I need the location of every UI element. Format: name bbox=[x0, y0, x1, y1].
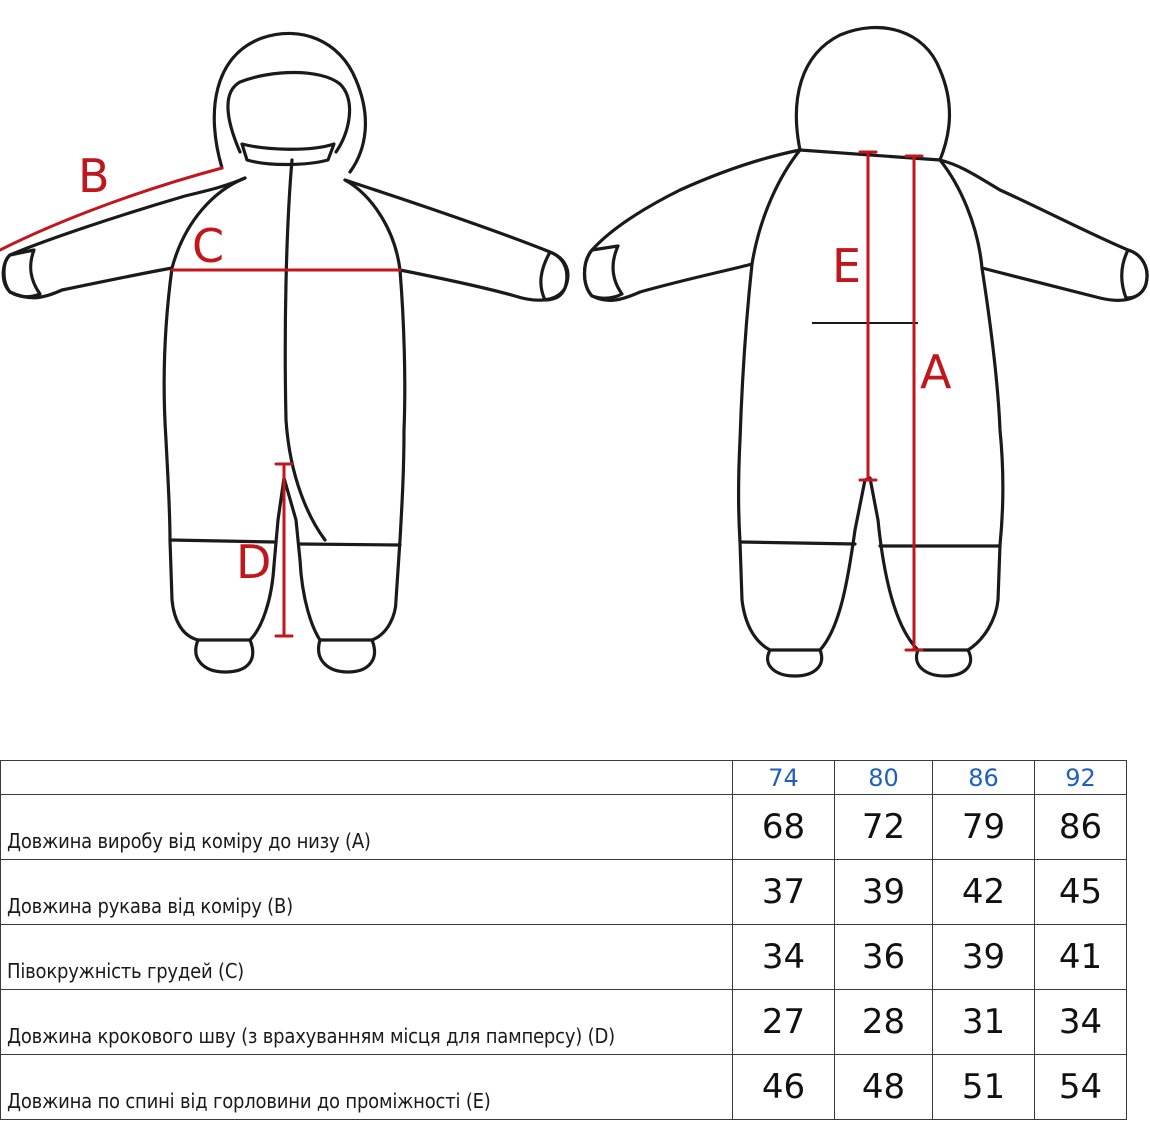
value-cell: 42 bbox=[933, 860, 1035, 925]
value-cell: 54 bbox=[1035, 1055, 1127, 1120]
label-a: A bbox=[920, 345, 952, 399]
value-cell: 34 bbox=[1035, 990, 1127, 1055]
table-row bbox=[1, 795, 1127, 860]
size-header: 74 bbox=[733, 761, 835, 795]
label-e: E bbox=[832, 239, 862, 293]
value-cell: 45 bbox=[1035, 860, 1127, 925]
back-leg-band bbox=[740, 542, 1000, 546]
front-right-cuff bbox=[541, 252, 568, 300]
value-cell: 68 bbox=[733, 795, 835, 860]
table-row bbox=[1, 990, 1127, 1055]
value-cell: 51 bbox=[933, 1055, 1035, 1120]
front-hood bbox=[214, 33, 365, 172]
table-row bbox=[1, 1055, 1127, 1120]
header-empty-cell bbox=[1, 761, 733, 795]
value-cell: 86 bbox=[1035, 795, 1127, 860]
label-b: B bbox=[78, 149, 110, 203]
front-view bbox=[0, 33, 568, 672]
front-left-foot bbox=[196, 640, 253, 672]
back-left-cuff bbox=[585, 246, 623, 298]
size-header: 92 bbox=[1035, 761, 1127, 795]
value-cell: 34 bbox=[733, 925, 835, 990]
back-raglan-left bbox=[752, 150, 800, 264]
value-cell: 31 bbox=[933, 990, 1035, 1055]
front-left-cuff bbox=[3, 250, 40, 297]
row-label: Довжина виробу від коміру до низу (A) bbox=[1, 795, 733, 860]
value-cell: 79 bbox=[933, 795, 1035, 860]
measure-line-d bbox=[276, 464, 292, 636]
value-cell: 39 bbox=[835, 860, 933, 925]
front-zipper bbox=[285, 160, 325, 540]
value-cell: 48 bbox=[835, 1055, 933, 1120]
front-raglan-right bbox=[345, 180, 400, 270]
front-hood-opening bbox=[228, 73, 350, 153]
value-cell: 72 bbox=[835, 795, 933, 860]
label-c: C bbox=[192, 219, 225, 273]
size-table bbox=[0, 760, 1127, 1120]
size-header: 80 bbox=[835, 761, 933, 795]
value-cell: 28 bbox=[835, 990, 933, 1055]
back-view bbox=[585, 28, 1148, 676]
table-row bbox=[1, 925, 1127, 990]
back-left-foot bbox=[768, 650, 822, 676]
label-d: D bbox=[236, 535, 272, 589]
back-right-foot bbox=[917, 650, 971, 676]
table-row bbox=[1, 860, 1127, 925]
measure-line-b bbox=[0, 168, 222, 250]
row-label: Довжина крокового шву (з врахуванням місця для памперсу) (D) bbox=[1, 990, 733, 1055]
value-cell: 46 bbox=[733, 1055, 835, 1120]
row-label: Півокружність грудей (C) bbox=[1, 925, 733, 990]
size-header: 86 bbox=[933, 761, 1035, 795]
measure-line-e bbox=[860, 152, 876, 480]
row-label: Довжина рукава від коміру (B) bbox=[1, 860, 733, 925]
front-hood-brim bbox=[242, 144, 334, 165]
back-hood bbox=[796, 28, 949, 160]
back-right-cuff bbox=[1122, 250, 1147, 298]
value-cell: 27 bbox=[733, 990, 835, 1055]
back-body-outline bbox=[585, 150, 1148, 650]
value-cell: 39 bbox=[933, 925, 1035, 990]
value-cell: 41 bbox=[1035, 925, 1127, 990]
row-label: Довжина по спині від горловини до проміжності (E) bbox=[1, 1055, 733, 1120]
size-header-row bbox=[1, 761, 1127, 795]
value-cell: 37 bbox=[733, 860, 835, 925]
value-cell: 36 bbox=[835, 925, 933, 990]
front-right-foot bbox=[319, 640, 375, 672]
measure-line-a bbox=[906, 156, 922, 650]
